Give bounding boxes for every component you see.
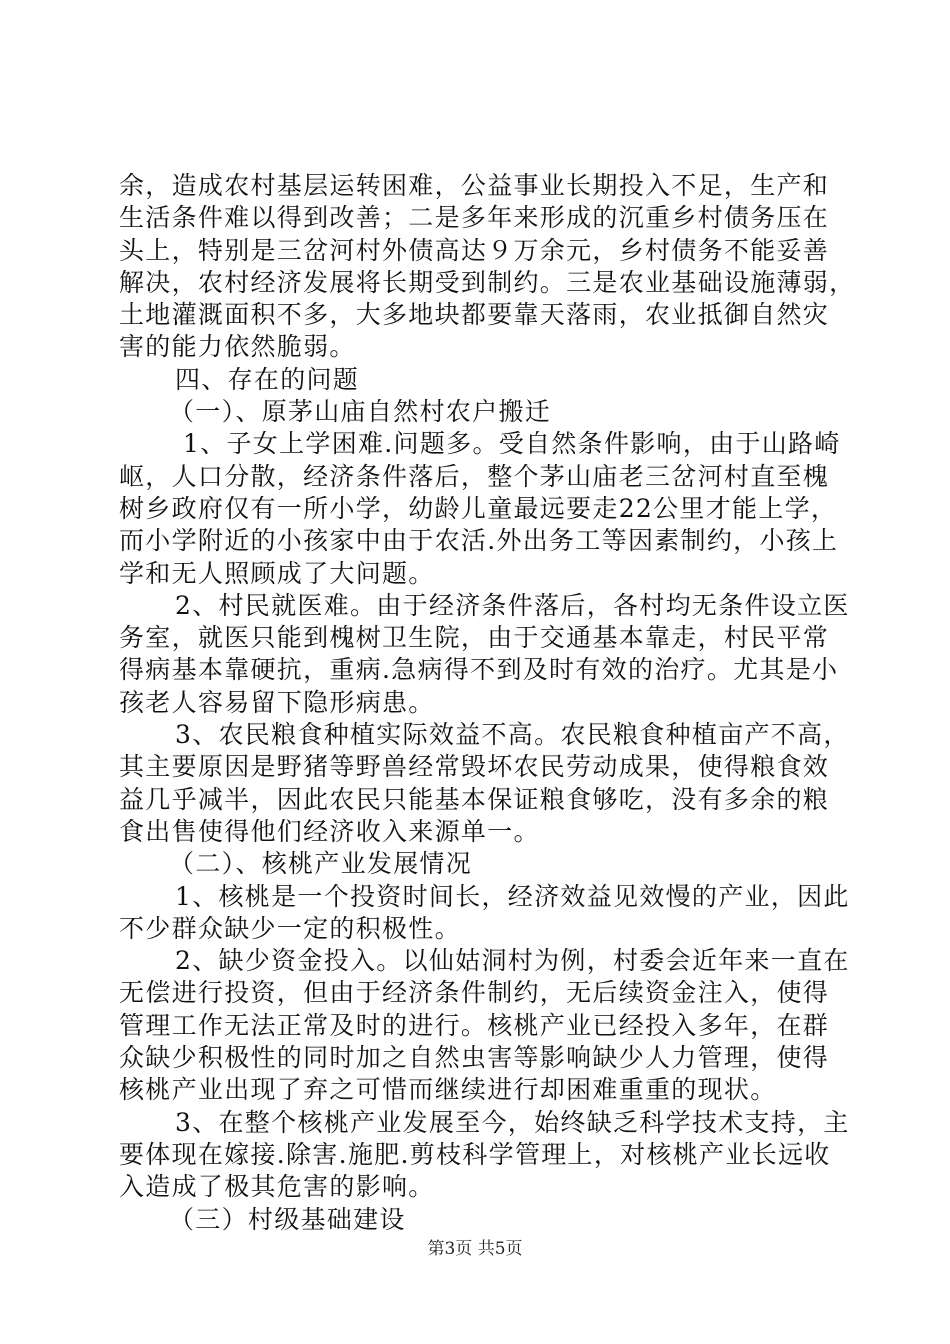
text-line: 不少群众缺少一定的积极性。 <box>119 913 461 943</box>
paragraph-start: 3、农民粮食种植实际效益不高。农民粮食种植亩产不高， <box>175 720 850 750</box>
text-line: 害的能力依然脆弱。 <box>119 332 356 362</box>
text-line: 而小学附近的小孩家中由于农活.外出务工等因素制约，小孩上 <box>119 526 839 556</box>
subsection-heading: （二）、核桃产业发展情况 <box>169 849 473 879</box>
subsection-heading: （三）村级基础建设 <box>169 1204 406 1234</box>
text-line: 头上，特别是三岔河村外债高达９万余元，乡村债务不能妥善 <box>119 235 830 265</box>
text-line: 土地灌溉面积不多，大多地块都要靠天落雨，农业抵御自然灾 <box>119 300 830 330</box>
paragraph-start: 2、缺少资金投入。以仙姑洞村为例，村委会近年来一直在 <box>175 946 850 976</box>
text-line: 余，造成农村基层运转困难，公益事业长期投入不足，生产和 <box>119 171 830 200</box>
text-line: 食出售使得他们经济收入来源单一。 <box>119 816 540 846</box>
text-line: 入造成了极其危害的影响。 <box>119 1172 435 1202</box>
text-line: 生活条件难以得到改善；二是多年来形成的沉重乡村债务压在 <box>119 203 830 233</box>
text-line: 无偿进行投资，但由于经济条件制约，无后续资金注入，使得 <box>119 978 830 1008</box>
text-line: 得病基本靠硬抗，重病.急病得不到及时有效的治疗。尤其是小 <box>119 655 839 685</box>
page-number-footer: 第3页 共5页 <box>427 1239 523 1259</box>
subsection-heading: （一）、原茅山庙自然村农户搬迁 <box>169 397 552 427</box>
text-line: 要体现在嫁接.除害.施肥.剪枝科学管理上，对核桃产业长远收 <box>119 1139 831 1169</box>
section-heading: 四、存在的问题 <box>175 364 360 394</box>
text-line: 管理工作无法正常及时的进行。核桃产业已经投入多年，在群 <box>119 1010 830 1040</box>
paragraph-start: 3、在整个核桃产业发展至今，始终缺乏科学技术支持，主 <box>175 1107 850 1137</box>
text-line: 其主要原因是野猪等野兽经常毁坏农民劳动成果，使得粮食效 <box>119 752 830 782</box>
text-line: 树乡政府仅有一所小学，幼龄儿童最远要走22公里才能上学， <box>119 493 838 523</box>
text-line: 核桃产业出现了弃之可惜而继续进行却困难重重的现状。 <box>119 1075 777 1105</box>
text-line: 众缺少积极性的同时加之自然虫害等影响缺少人力管理，使得 <box>119 1043 830 1073</box>
document-body <box>119 170 856 1236</box>
paragraph-start: 2、村民就医难。由于经济条件落后，各村均无条件设立医 <box>175 590 850 620</box>
text-line: 岖，人口分散，经济条件落后，整个茅山庙老三岔河村直至槐 <box>119 461 830 491</box>
text-line: 解决，农村经济发展将长期受到制约。三是农业基础设施薄弱， <box>119 267 856 297</box>
text-line: 务室，就医只能到槐树卫生院，由于交通基本靠走，村民平常 <box>119 623 830 653</box>
text-line: 孩老人容易留下隐形病患。 <box>119 687 435 717</box>
text-line: 学和无人照顾成了大问题。 <box>119 558 435 588</box>
text-line: 益几乎减半，因此农民只能基本保证粮食够吃，没有多余的粮 <box>119 784 830 814</box>
paragraph-start: 1、核桃是一个投资时间长，经济效益见效慢的产业，因此 <box>175 881 850 911</box>
paragraph-start: 1、子女上学困难.问题多。受自然条件影响，由于山路崎 <box>183 429 841 459</box>
